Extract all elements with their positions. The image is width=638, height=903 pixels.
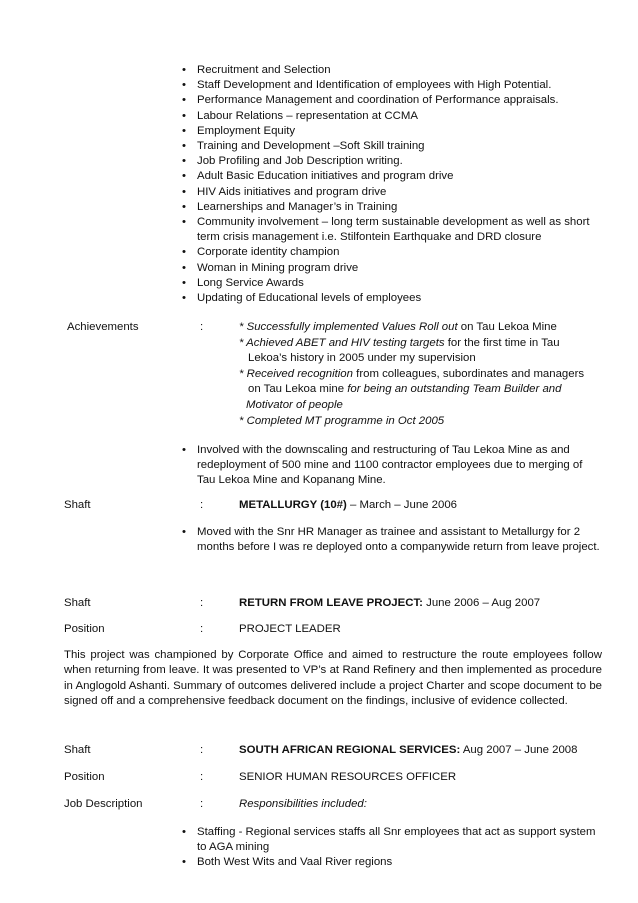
- list-item: • HIV Aids initiatives and program drive: [182, 185, 602, 200]
- shaft-title: METALLURGY (10#): [239, 499, 347, 511]
- shaft-dates: – March – June 2006: [346, 499, 457, 511]
- position-value: SENIOR HUMAN RESOURCES OFFICER: [239, 771, 457, 783]
- metallurgy-list: [182, 525, 602, 555]
- list-item: • Labour Relations – representation at CCMA: [182, 109, 602, 124]
- list-item: • Training and Development –Soft Skill training: [182, 139, 602, 154]
- list-item: • Job Profiling and Job Description writing.: [182, 154, 602, 169]
- list-item: • Both West Wits and Vaal River regions: [182, 855, 602, 870]
- list-item: • Involved with the downscaling and restructuring of Tau Lekoa Mine as and redeployment of 500 mine and 1100 contractor employees due to merging of Tau Lekoa Mine and Kopanang Mine.: [182, 443, 602, 489]
- position-label: Position: [64, 623, 105, 635]
- list-item: • Staffing - Regional services staffs all Snr employees that act as support system to AGA mining: [182, 825, 602, 855]
- shaft-dates: Aug 2007 – June 2008: [460, 744, 578, 756]
- project-description: This project was championed by Corporate Office and aimed to restructure the route employees follow when returning from leave. It was presented to VP’s at Rand Refinery and then implemented as procedure in Anglogold Ashanti. Summary of outcomes delivered include a project Charter and scope document to be signed off and a comprehensive feedback document on the findings, inclusive of evidence collected.: [64, 649, 602, 708]
- achievement-line: [239, 367, 584, 383]
- job-description-label: Job Description: [64, 798, 143, 810]
- responsibilities-list: [182, 63, 602, 306]
- downscaling-list: [182, 443, 602, 489]
- job-description-colon: :: [200, 798, 204, 810]
- list-item: • Performance Management and coordination of Performance appraisals.: [182, 93, 602, 108]
- shaft-label: Shaft: [64, 744, 91, 756]
- achievement-line: [239, 351, 584, 367]
- achievements-colon: :: [200, 321, 204, 333]
- achievement-italic: * Achieved ABET and HIV testing targets: [239, 336, 445, 349]
- shaft-label: Shaft: [64, 597, 91, 609]
- position-value: PROJECT LEADER: [239, 623, 341, 635]
- achievement-italic: Motivator of people: [246, 398, 343, 411]
- achievement-text: Lekoa’s history in 2005 under my supervision: [248, 352, 476, 365]
- shaft-value: [239, 744, 577, 756]
- list-item: • Staff Development and Identification of employees with High Potential.: [182, 78, 602, 93]
- list-item: • Long Service Awards: [182, 276, 602, 291]
- achievement-text: from colleagues, subordinates and managers: [352, 367, 585, 380]
- shaft-colon: :: [200, 597, 204, 609]
- achievements-label: Achievements: [67, 321, 139, 333]
- list-item: • Recruitment and Selection: [182, 63, 602, 78]
- shaft-colon: :: [200, 744, 204, 756]
- position-colon: :: [200, 623, 204, 635]
- list-item: • Corporate identity champion: [182, 245, 602, 260]
- list-item: • Employment Equity: [182, 124, 602, 139]
- achievements-block: [239, 320, 584, 429]
- list-item: • Learnerships and Manager’s in Training: [182, 200, 602, 215]
- position-label: Position: [64, 771, 105, 783]
- achievement-italic: * Received recognition: [239, 367, 353, 380]
- job-description-value: Responsibilities included:: [239, 798, 367, 810]
- achievement-italic: * Successfully implemented Values Roll out: [239, 321, 458, 333]
- list-item: • Updating of Educational levels of employees: [182, 291, 602, 306]
- list-item: • Woman in Mining program drive: [182, 261, 602, 276]
- achievement-text: on Tau Lekoa Mine: [457, 321, 557, 333]
- shaft-value: [239, 597, 540, 609]
- shaft-dates: June 2006 – Aug 2007: [422, 597, 541, 609]
- list-item: • Community involvement – long term sustainable development as well as short term crisis management i.e. Stilfontein Earthquake and DRD closure: [182, 215, 602, 245]
- position-colon: :: [200, 771, 204, 783]
- shaft-colon: :: [200, 499, 204, 511]
- shaft-title: SOUTH AFRICAN REGIONAL SERVICES:: [239, 744, 461, 756]
- achievement-italic: for being an outstanding Team Builder and: [347, 383, 562, 396]
- achievement-italic: * Completed MT programme in Oct 2005: [239, 414, 445, 427]
- achievement-text: for the first time in Tau: [444, 336, 560, 349]
- staffing-list: [182, 825, 602, 871]
- shaft-title: RETURN FROM LEAVE PROJECT:: [239, 597, 423, 609]
- achievement-line: [239, 414, 584, 430]
- shaft-label: Shaft: [64, 499, 91, 511]
- achievement-line: [239, 398, 584, 414]
- shaft-value: [239, 499, 457, 511]
- achievement-line: [239, 336, 584, 352]
- achievement-text: on Tau Lekoa mine: [248, 383, 348, 396]
- achievement-line: [239, 382, 584, 398]
- list-item: • Moved with the Snr HR Manager as trainee and assistant to Metallurgy for 2 months before I was re deployed onto a companywide return from leave project.: [182, 525, 602, 555]
- achievement-line: [239, 320, 584, 336]
- list-item: • Adult Basic Education initiatives and program drive: [182, 169, 602, 184]
